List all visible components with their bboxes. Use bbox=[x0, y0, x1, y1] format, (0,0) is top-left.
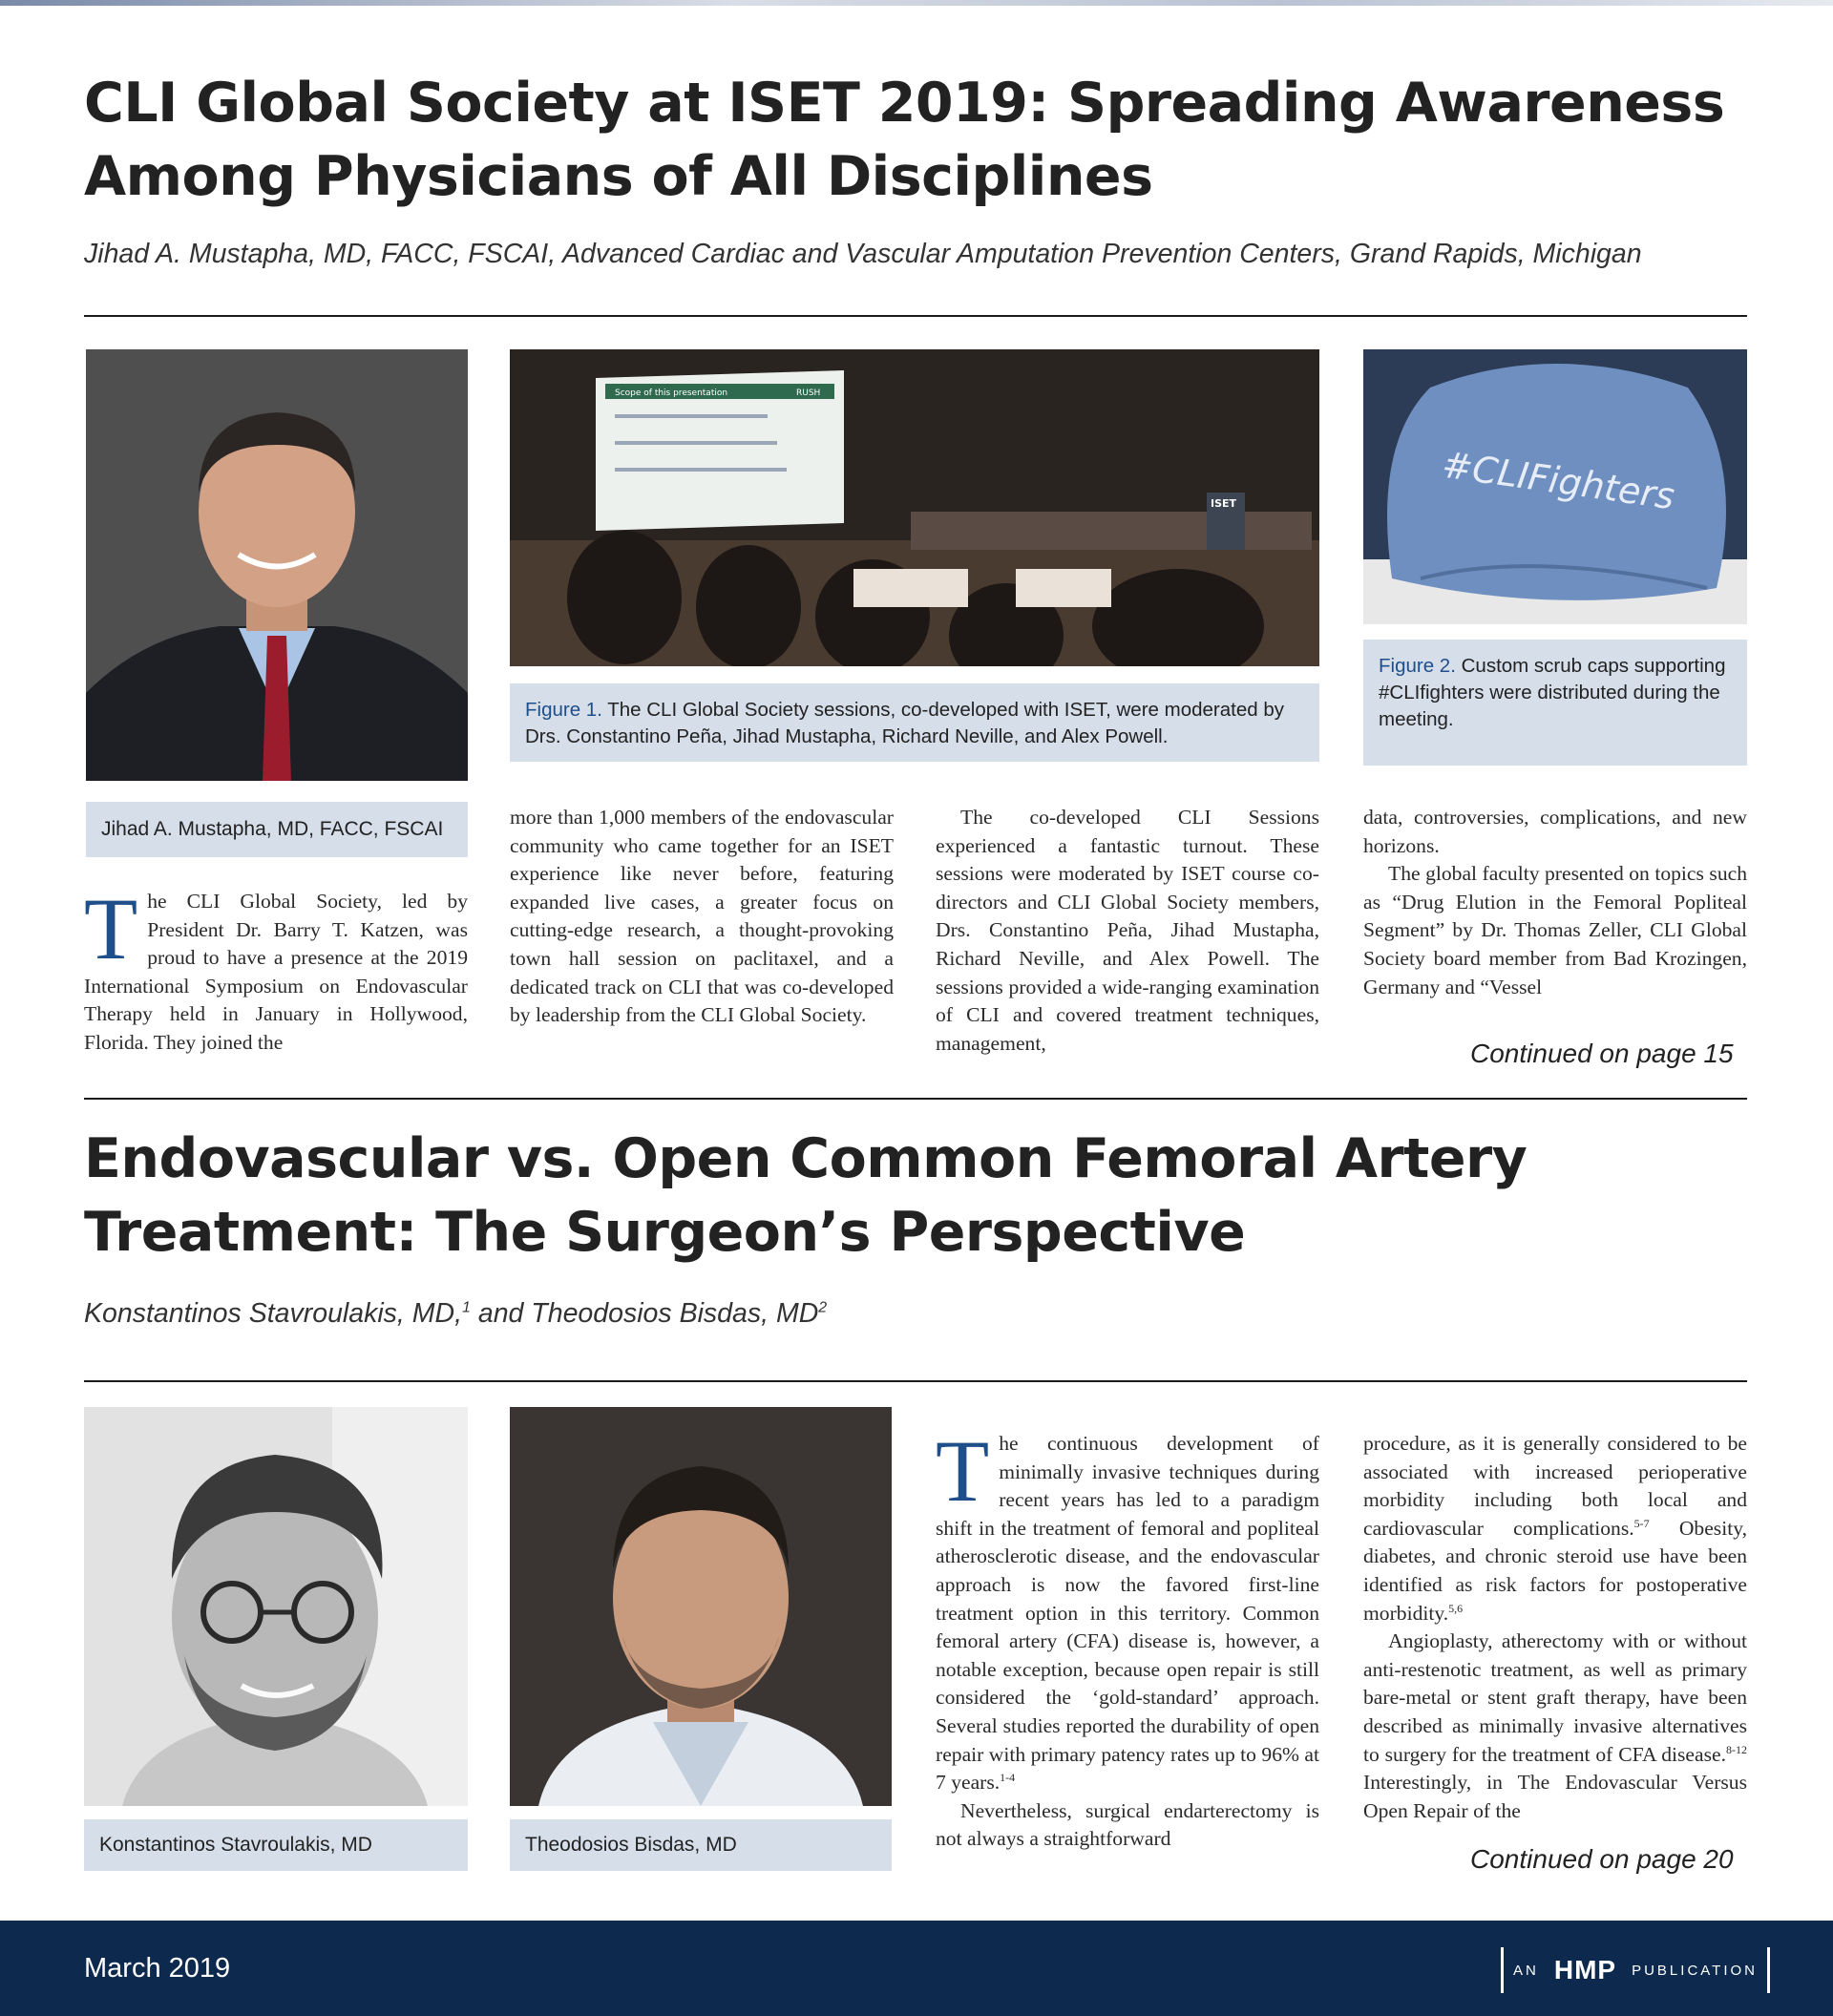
article1-title bbox=[84, 67, 1724, 214]
article1-col2 bbox=[510, 804, 894, 1030]
article2-byline-sup1: 1 bbox=[462, 1299, 471, 1316]
page-footer bbox=[0, 1921, 1833, 2016]
article2-col3-para2: Nevertheless, surgical endarterectomy is not always a straightforward bbox=[936, 1798, 1319, 1851]
figure2-caption-text: Custom scrub caps supporting #CLIfighters were distributed during the meeting. bbox=[1379, 655, 1726, 730]
portrait-stavroulakis-caption bbox=[84, 1819, 468, 1871]
figure2-caption-label: Figure 2. bbox=[1379, 655, 1456, 677]
article1-col1 bbox=[84, 880, 468, 1058]
footer-date: March 2019 bbox=[84, 1953, 231, 1984]
top-decorative-strip bbox=[0, 0, 1833, 6]
portrait-bisdas bbox=[510, 1407, 892, 1806]
article2-top-rule bbox=[84, 1380, 1747, 1382]
article2-col4-para1a: procedure, as it is generally considered to be associated with increased perioperative morbidity including both local and cardiovascular complications. bbox=[1363, 1432, 1747, 1540]
portrait-mustapha-caption-text: Jihad A. Mustapha, MD, FACC, FSCAI bbox=[101, 818, 444, 840]
article1-col4-para2: The global faculty presented on topics such as “Drug Elution in the Femoral Popliteal Segment” by Dr. Thomas Zeller, CLI Global Society board member from Bad Krozingen, Germany and “Vessel bbox=[1363, 862, 1747, 998]
article2-col4-para2a: Angioplasty, atherectomy with or without anti-restenotic treatment, as well as primary bare-metal or stent graft therapy, have been described as minimally invasive alternatives to surgery for the treatment of CFA disease. bbox=[1363, 1629, 1747, 1766]
article2-col4 bbox=[1363, 1430, 1747, 1825]
article1-title-line2: Among Physicians of All Disciplines bbox=[84, 145, 1153, 208]
publisher-logo-left-bar bbox=[1501, 1947, 1504, 1993]
article2-byline-sup2: 2 bbox=[818, 1299, 828, 1316]
figure1-caption-text: The CLI Global Society sessions, co-developed with ISET, were moderated by Drs. Constantino Peña, Jihad Mustapha, Richard Neville, and Alex Powell. bbox=[525, 699, 1284, 747]
article1-col1-text: he CLI Global Society, led by President Dr. Barry T. Katzen, was proud to have a presence at the 2019 International Symposium on Endovascular Therapy held in January in Hollywood, Florida. They joined the bbox=[84, 890, 468, 1054]
figure2-photo bbox=[1363, 349, 1747, 624]
figure2-cap-text: #CLIFighters bbox=[1439, 443, 1677, 518]
portrait-bisdas-caption bbox=[510, 1819, 892, 1871]
article1-dropcap: T bbox=[84, 880, 138, 977]
article2-byline bbox=[84, 1298, 827, 1330]
article2-col4-ref3: 8-12 bbox=[1726, 1742, 1747, 1756]
article2-col4-para1b: Obesity, diabetes, and chronic steroid use have been identified as risk factors for postoperative morbidity. bbox=[1363, 1516, 1747, 1625]
portrait-stavroulakis bbox=[84, 1407, 468, 1806]
article1-title-line1: CLI Global Society at ISET 2019: Spreading Awareness bbox=[84, 72, 1725, 135]
article2-col4-ref1: 5-7 bbox=[1633, 1516, 1650, 1530]
publisher-logo-right-bar bbox=[1767, 1947, 1770, 1993]
article1-col3 bbox=[936, 804, 1319, 1058]
article2-title-line2: Treatment: The Surgeon’s Perspective bbox=[84, 1201, 1246, 1264]
figure1-photo bbox=[510, 349, 1319, 666]
figure1-podium-sign: ISET bbox=[1211, 497, 1237, 510]
publisher-logo bbox=[1501, 1947, 1770, 1993]
publisher-logo-mark: HMP bbox=[1553, 1955, 1617, 1984]
figure1-caption-label: Figure 1. bbox=[525, 699, 602, 721]
portrait-bisdas-caption-text: Theodosios Bisdas, MD bbox=[525, 1834, 737, 1856]
article2-col3 bbox=[936, 1422, 1319, 1854]
article1-col3-text: The co-developed CLI Sessions experienced a fantastic turnout. These sessions were moderated by ISET course co-directors and CLI Global Society members, Drs. Constantino Peña, Jihad Mustapha, Richard Neville, and Alex Powell. The sessions provided a wide-ranging examination of CLI and covered treatment techniques, management, bbox=[936, 806, 1319, 1055]
article2-continued-link[interactable]: Continued on page 20 bbox=[1470, 1844, 1734, 1874]
article1-col4-para1: data, controversies, complications, and new horizons. bbox=[1363, 806, 1747, 857]
article1-byline: Jihad A. Mustapha, MD, FACC, FSCAI, Advanced Cardiac and Vascular Amputation Prevention Centers, Grand Rapids, Michigan bbox=[84, 239, 1642, 269]
figure2-caption bbox=[1363, 640, 1747, 766]
portrait-stavroulakis-caption-text: Konstantinos Stavroulakis, MD bbox=[99, 1834, 372, 1856]
article1-continued-link[interactable]: Continued on page 15 bbox=[1470, 1039, 1734, 1068]
article2-byline-author1: Konstantinos Stavroulakis, MD, bbox=[84, 1298, 463, 1329]
figure1-screen-logo: RUSH bbox=[796, 388, 821, 398]
article2-col3-para1: he continuous development of minimally invasive techniques during recent years has led to a paradigm shift in the treatment of femoral and popliteal atherosclerotic disease, and the endovascular approach is now the favored first-line treatment option in this territory. Common femoral artery (CFA) disease is, however, a notable exception, because open repair is still considered the ‘gold-standard’ approach. Several studies reported the durability of open repair with primary patency rates up to 96% at 7 years. bbox=[936, 1432, 1319, 1795]
article1-top-rule bbox=[84, 315, 1747, 317]
article1-col2-text: more than 1,000 members of the endovascular community who came together for an ISET experience like never before, featuring expanded live cases, a greater focus on cutting-edge research, a thought-provoking town hall session on paclitaxel, and a dedicated track on CLI that was co-developed by leadership from the CLI Global Society. bbox=[510, 806, 894, 1027]
publisher-prefix: AN bbox=[1513, 1962, 1539, 1979]
portrait-mustapha-caption bbox=[86, 802, 468, 857]
publisher-suffix: PUBLICATION bbox=[1632, 1962, 1758, 1979]
article-divider-rule bbox=[84, 1098, 1747, 1100]
portrait-mustapha bbox=[86, 349, 468, 781]
figure1-screen-title: Scope of this presentation bbox=[615, 388, 728, 398]
article2-dropcap: T bbox=[936, 1422, 990, 1520]
article1-col4 bbox=[1363, 804, 1747, 1001]
article2-col4-para2b: Interestingly, in The Endovascular Versus Open Repair of the bbox=[1363, 1771, 1747, 1822]
article2-col4-ref2: 5,6 bbox=[1448, 1601, 1464, 1615]
article2-col3-ref: 1-4 bbox=[1000, 1770, 1016, 1784]
article2-title bbox=[84, 1123, 1527, 1270]
article2-title-line1: Endovascular vs. Open Common Femoral Artery bbox=[84, 1127, 1528, 1190]
figure1-caption bbox=[510, 683, 1319, 762]
article2-byline-author2: and Theodosios Bisdas, MD bbox=[470, 1298, 819, 1329]
